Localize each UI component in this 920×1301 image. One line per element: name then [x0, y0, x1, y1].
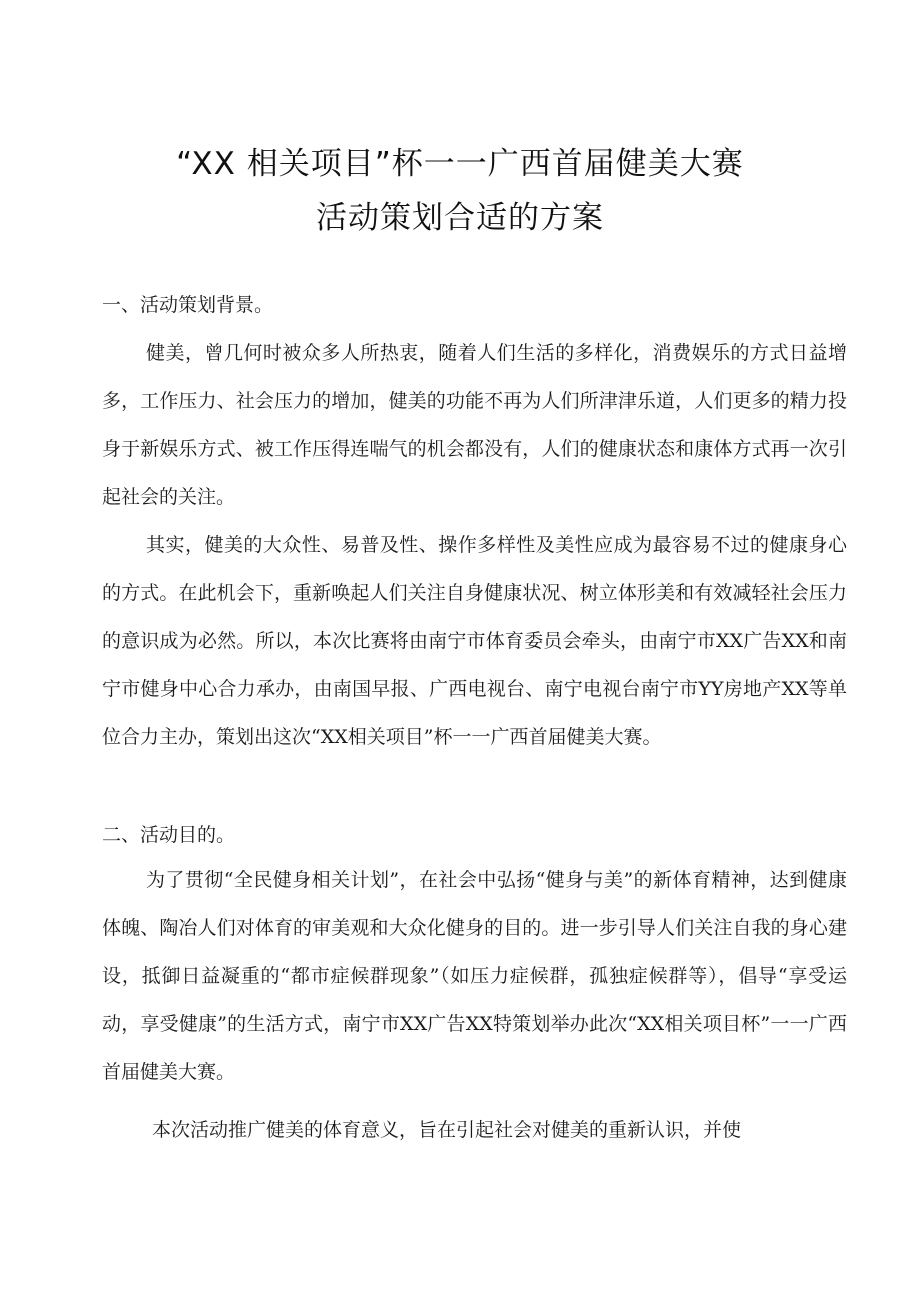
- section-2-paragraph-2: 本次活动推广健美的体育意义，旨在引起社会对健美的重新认识，并使: [152, 1119, 742, 1141]
- section-2-heading: 二、活动目的。: [102, 824, 236, 846]
- document-title-line-2: 活动策划合适的方案: [316, 200, 604, 236]
- section-1-paragraph-2: 其实，健美的大众性、易普及性、操作多样性及美性应成为最容易不过的健康身心的方式。在此机会下，重新唤起人们关注自身健康状况、树立体形美和有效减轻社会压力的意识成为必然。所以，本次比赛将由南宁市体育委员会牵头，由南宁市XX广告XX和南宁市健身中心合力承办，由南国早报、广西电视台、南宁电视台南宁市YY房地产XX等单位合力主办，策划出这次“XX相关项目”杯一一广西首届健美大赛。: [102, 534, 847, 748]
- section-1-heading: 一、活动策划背景。: [102, 294, 274, 316]
- section-2-paragraph-1: 为了贯彻“全民健身相关计划”，在社会中弘扬“健身与美”的新体育精神，达到健康体魄、陶冶人们对体育的审美观和大众化健身的目的。进一步引导人们关注自我的身心建设，抵御日益凝重的“都市症候群现象”（如压力症候群，孤独症候群等），倡导“享受运动，享受健康”的生活方式，南宁市XX广告XX特策划举办此次“XX相关项目杯”一一广西首届健美大赛。: [102, 869, 847, 1083]
- document-title-line-1: “XX 相关项目”杯一一广西首届健美大赛: [176, 146, 744, 182]
- section-1-paragraph-1: 健美，曾几何时被众多人所热衷，随着人们生活的多样化，消费娱乐的方式日益增多，工作压力、社会压力的增加，健美的功能不再为人们所津津乐道，人们更多的精力投身于新娱乐方式、被工作压得连喘气的机会都没有，人们的健康状态和康体方式再一次引起社会的关注。: [102, 342, 847, 508]
